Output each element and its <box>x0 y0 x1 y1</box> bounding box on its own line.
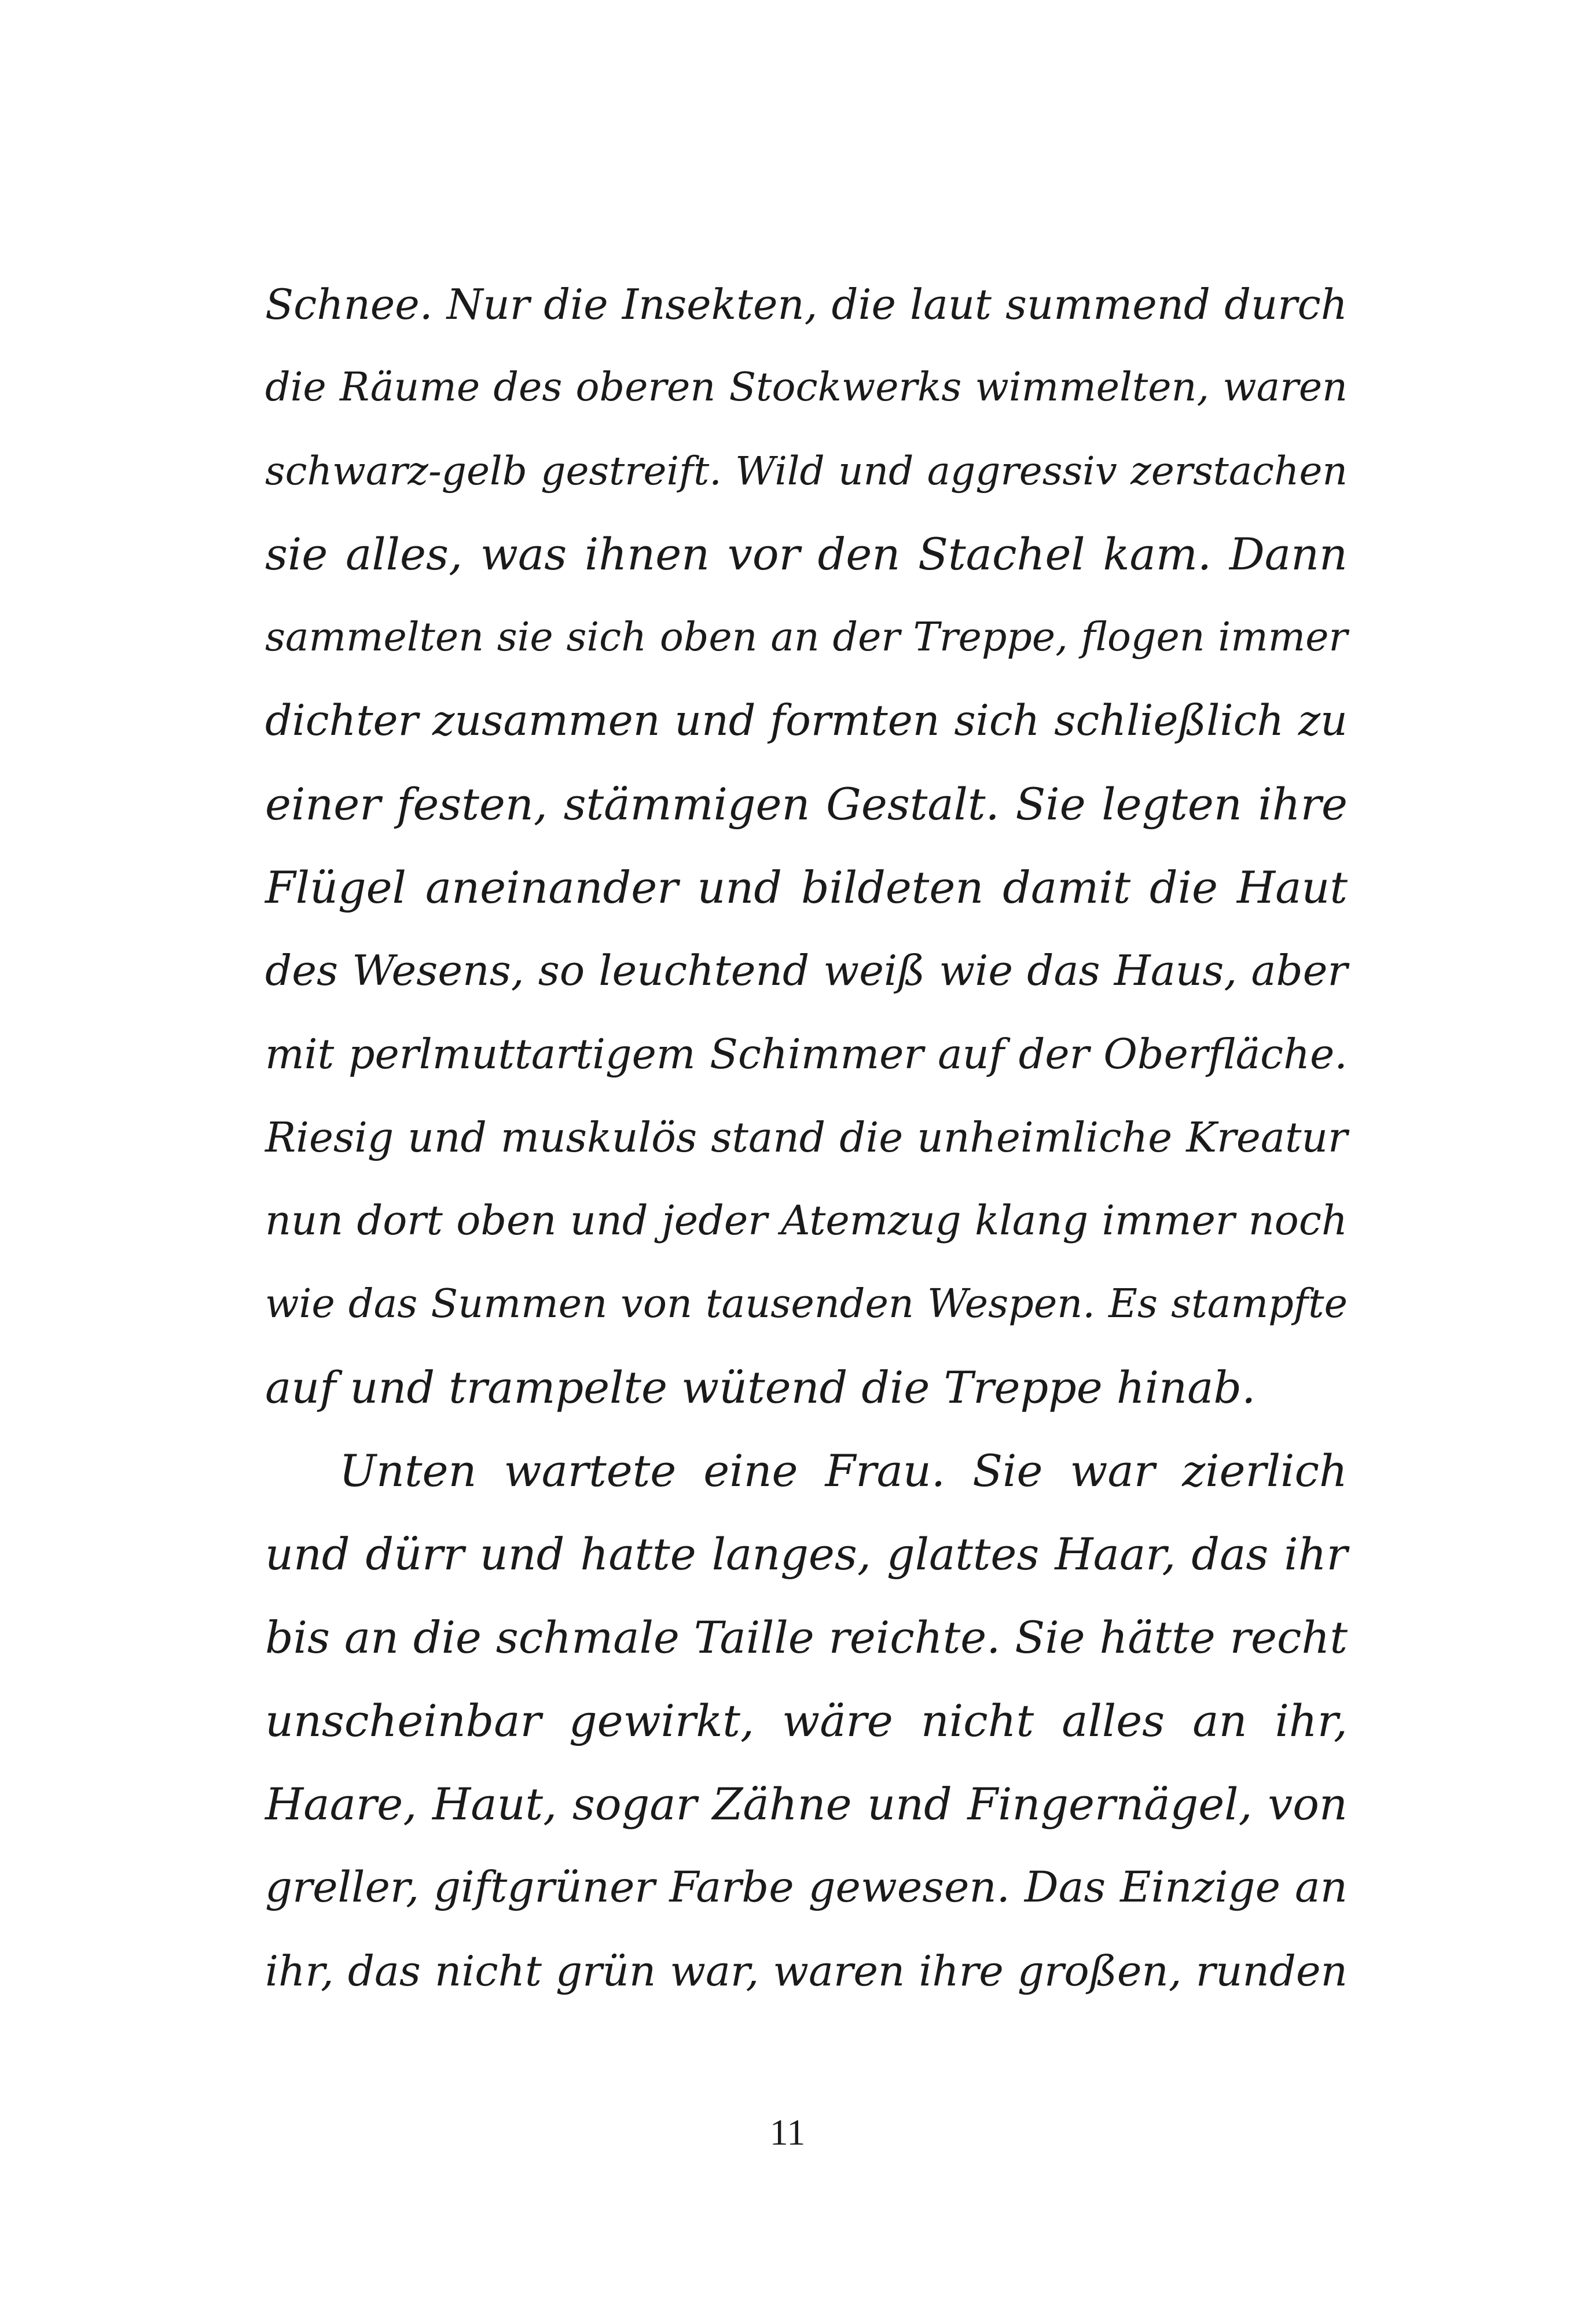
text-line: Schnee. Nur die Insekten, die laut summend durch <box>265 280 1348 329</box>
text-line: sammelten sie sich oben an der Treppe, flogen immer <box>265 615 1348 660</box>
text-line: die Räume des oberen Stockwerks wimmelten, waren <box>265 365 1348 410</box>
text-line: ihr, das nicht grün war, waren ihre großen, runden <box>265 1947 1348 1995</box>
text-line: schwarz-gelb gestreift. Wild und aggressiv zerstachen <box>265 448 1348 494</box>
text-line: des Wesens, so leuchtend weiß wie das Haus, aber <box>265 947 1348 995</box>
text-line: Flügel aneinander und bildeten damit die Haut <box>265 862 1348 913</box>
text-line: Riesig und muskulös stand die unheimliche Kreatur <box>265 1113 1348 1161</box>
page-number: 11 <box>769 2112 806 2153</box>
text-line: und dürr und hatte langes, glattes Haar, das ihr <box>265 1528 1348 1580</box>
text-line: mit perlmuttartigem Schimmer auf der Oberfläche. <box>265 1030 1348 1078</box>
text-line: sie alles, was ihnen vor den Stachel kam. Dann <box>265 528 1348 580</box>
text-line: einer festen, stämmigen Gestalt. Sie legten ihre <box>265 778 1348 830</box>
text-line: wie das Summen von tausenden Wespen. Es stampfte <box>265 1281 1348 1327</box>
text-line: bis an die schmale Taille reichte. Sie hätte recht <box>265 1612 1348 1663</box>
body-text <box>265 263 1348 2013</box>
text-line: nun dort oben und jeder Atemzug klang immer noch <box>265 1197 1348 1244</box>
text-line: Haare, Haut, sogar Zähne und Fingernägel, von <box>265 1778 1348 1830</box>
text-line: unscheinbar gewirkt, wäre nicht alles an ihr, <box>265 1695 1348 1746</box>
text-line: dichter zusammen und formten sich schließlich zu <box>265 697 1348 745</box>
text-line: greller, giftgrüner Farbe gewesen. Das Einzige an <box>265 1863 1348 1912</box>
paragraph-end-line: auf und trampelte wütend die Treppe hinab. <box>265 1362 1256 1413</box>
paragraph-start-line: Unten wartete eine Frau. Sie war zierlich <box>339 1445 1348 1496</box>
